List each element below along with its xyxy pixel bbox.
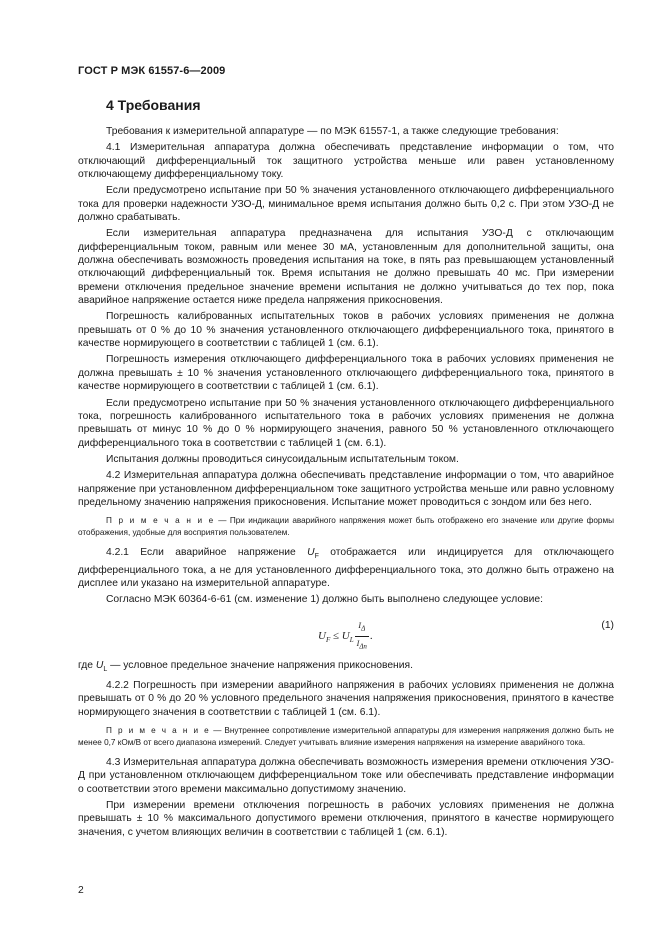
document-body bbox=[78, 125, 614, 842]
paragraph-4-3: 4.3 Измерительная аппаратура должна обеспечивать возможность измерения времени отключения УЗО-Д при установленном отключающем дифференциальном токе или обеспечивать представление информации о соответствии этого времени максимально допустимому значению. bbox=[78, 756, 614, 795]
note bbox=[78, 725, 614, 748]
section-title: 4 Требования bbox=[106, 97, 201, 113]
text-run: где bbox=[78, 659, 96, 671]
paragraph-4-1: 4.1 Измерительная аппаратура должна обеспечивать представление информации о том, что отключающий дифференциальный ток защитного устройства меньше или равен установленному отключающему дифференциальному току. bbox=[78, 142, 614, 181]
formula-lhs: U bbox=[318, 629, 326, 642]
numerator-var: I bbox=[358, 620, 362, 630]
page-number: 2 bbox=[78, 885, 84, 896]
note bbox=[78, 515, 614, 538]
paragraph: Испытания должны проводиться синусоидальным испытательным током. bbox=[106, 453, 459, 465]
subscript: Δn bbox=[359, 642, 367, 651]
paragraph: Если измерительная аппаратура предназначена для испытания УЗО-Д с отключающим дифференциальным током, равным или менее 30 мА, установленным для дополнительной защиты, она должна обеспечивать возможность проведения испытания на токе, в пять раз превышающем установленный отключающий дифференциальный ток. Время испытания не должно превышать 40 мс. При измерении времени отключения предельное значение времени испытания не должно учитываться до тех пор, пока аварийное напряжение остается ниже предела напряжения прикосновения. bbox=[78, 228, 614, 307]
variable: U bbox=[307, 547, 315, 559]
paragraph-4-2-2: 4.2.2 Погрешность при измерении аварийного напряжения в рабочих условиях применения не должна превышать от 0 % до 20 % условного предельного значения напряжения прикосновения, принятого в качестве нормирующего значения в соответствии с таблицей 1 (см. 6.1). bbox=[78, 679, 614, 718]
formula-row bbox=[78, 615, 614, 653]
subscript: F bbox=[325, 635, 331, 644]
formula-operator: ≤ bbox=[330, 629, 342, 642]
formula-end: . bbox=[369, 629, 373, 642]
formula-legend bbox=[78, 659, 614, 676]
note-text: — Внутреннее сопротивление измерительной аппаратуры для измерения напряжения должно быть не менее 0,7 кОм/В от всего диапазона измерений. Следует учитывать влияние измерения напряжения на измерение аварийного тока. bbox=[78, 726, 614, 747]
paragraph: Погрешность измерения отключающего дифференциального тока в рабочих условиях применения не должна превышать ± 10 % значения установленного отключающего дифференциального тока, принятого в качестве нормирующего в соответствии с таблицей 1 (см. 6.1). bbox=[78, 354, 614, 393]
text-run: — условное предельное значение напряжения прикосновения. bbox=[107, 659, 413, 671]
formula bbox=[318, 619, 373, 654]
fraction-denominator bbox=[355, 637, 369, 654]
subscript: L bbox=[103, 665, 108, 673]
paragraph: Погрешность калиброванных испытательных токов в рабочих условиях применения не должна превышать от 0 % до 10 % значения установленного отключающего дифференциального тока, принятого в качестве нормирующего в соответствии с таблицей 1 (см. 6.1). bbox=[78, 311, 614, 350]
note-text: — При индикации аварийного напряжения может быть отображено его значение или другие формы отображения, удобные для восприятия пользователем. bbox=[78, 516, 614, 537]
equation-number: (1) bbox=[601, 619, 614, 631]
paragraph: Если предусмотрено испытание при 50 % значения установленного отключающего дифференциального тока, погрешность калиброванного испытательного тока в рабочих условиях применения не должна превышать от минус 10 % до 0 % нормирующего значения, равного 50 % установленного отключающего дифференциального тока в соответствии с таблицей 1 (см. 6.1). bbox=[78, 397, 614, 449]
text-run: 4.2.1 Если аварийное напряжение bbox=[106, 547, 308, 559]
subscript: Δ bbox=[361, 624, 366, 633]
subscript: F bbox=[314, 553, 319, 561]
paragraph: Если предусмотрено испытание при 50 % значения установленного отключающего дифференциального тока для проверки надежности УЗО-Д, минимальное время испытания должно быть 0,2 с. При этом УЗО-Д не должно срабатывать. bbox=[78, 185, 614, 224]
subscript: L bbox=[349, 635, 354, 644]
note-label: П р и м е ч а н и е bbox=[106, 726, 211, 736]
formula-rhs: U bbox=[341, 629, 350, 642]
document-header: ГОСТ Р МЭК 61557-6—2009 bbox=[78, 65, 226, 77]
fraction-numerator bbox=[355, 619, 369, 637]
paragraph-4-2-1 bbox=[78, 546, 614, 590]
paragraph-4-2: 4.2 Измерительная аппаратура должна обеспечивать представление информации о том, что аварийное напряжение при установленном дифференциальном токе защитного устройства меньше или равно условному предельному значению напряжения прикосновения. Испытание может проводиться с зондом или без него. bbox=[78, 470, 614, 508]
paragraph: Согласно МЭК 60364-6-61 (см. изменение 1) должно быть выполнено следующее условие: bbox=[106, 594, 543, 606]
text-run: отображается или индицируется для отключающего дифференциального тока, а не для установленного дифференциального тока, это должно быть отражено на дисплее или указано на измерительной аппаратуре. bbox=[78, 547, 614, 590]
paragraph: При измерении времени отключения погрешность в рабочих условиях применения не должна превышать ± 10 % максимального допустимого времени отключения, принятого в качестве нормирующего значения, с учетом влияющих величин в соответствии с таблицей 1 (см. 6.1). bbox=[78, 799, 614, 838]
variable: U bbox=[95, 659, 104, 671]
paragraph: Требования к измерительной аппаратуре — по МЭК 61557-1, а также следующие требования: bbox=[106, 126, 559, 137]
denominator-var: I bbox=[356, 638, 360, 648]
fraction bbox=[355, 619, 369, 654]
note-label: П р и м е ч а н и е bbox=[106, 516, 215, 526]
